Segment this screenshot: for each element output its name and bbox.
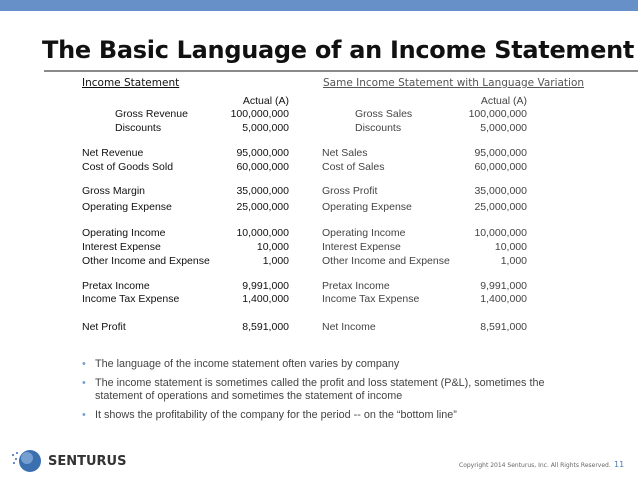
page-number: 11 (614, 460, 625, 469)
row-value-right: 9,991,000 (480, 280, 527, 292)
row-label-left: Net Revenue (82, 147, 144, 159)
senturus-logo (10, 448, 126, 474)
row-label-right: Cost of Sales (322, 161, 385, 173)
bullet-item (82, 377, 562, 403)
bullet-text: The language of the income statement often varies by company (95, 358, 400, 370)
row-value-left: 95,000,000 (236, 147, 289, 159)
row-label-right: Net Sales (322, 147, 368, 159)
row-label-left: Pretax Income (82, 280, 150, 292)
row-label-left: Income Tax Expense (82, 293, 180, 305)
row-label-left: Gross Margin (82, 185, 146, 197)
left-table-header: Income Statement (82, 77, 180, 89)
right-table-header: Same Income Statement with Language Variation (323, 77, 585, 89)
row-value-left: 10,000,000 (236, 227, 289, 239)
row-label-left: Operating Expense (82, 201, 172, 213)
row-value-right: 25,000,000 (474, 201, 527, 213)
row-label-left: Gross Revenue (115, 108, 188, 120)
row-label-left: Discounts (115, 122, 162, 134)
row-label-right: Operating Income (322, 227, 406, 239)
bullet-text: The income statement is sometimes called the profit and loss statement (P&L), sometimes the statement of operations and sometimes the statement of income (95, 377, 545, 402)
row-value-left: 9,991,000 (242, 280, 289, 292)
row-value-right: 60,000,000 (474, 161, 527, 173)
row-value-right: 5,000,000 (480, 122, 527, 134)
row-value-left: 1,400,000 (242, 293, 289, 305)
slide-title: The Basic Language of an Income Statement (42, 36, 635, 64)
row-value-right: 8,591,000 (480, 321, 527, 333)
row-label-left: Other Income and Expense (82, 255, 210, 267)
row-value-left: 35,000,000 (236, 185, 289, 197)
row-label-right: Income Tax Expense (322, 293, 420, 305)
row-value-left: 5,000,000 (242, 122, 289, 134)
row-label-left: Interest Expense (82, 241, 161, 253)
row-label-left: Operating Income (82, 227, 166, 239)
copyright: Copyright 2014 Senturus, Inc. All Rights Reserved. (459, 462, 611, 469)
bullet-icon: • (82, 409, 86, 421)
row-value-right: Actual (A) (480, 95, 527, 107)
row-value-left: 25,000,000 (236, 201, 289, 213)
bullet-item (82, 358, 562, 371)
row-label-right: Pretax Income (322, 280, 390, 292)
row-label-right: Discounts (355, 122, 402, 134)
row-value-left: 1,000 (262, 255, 289, 267)
row-value-right: 1,400,000 (480, 293, 527, 305)
bullet-icon: • (82, 358, 86, 370)
row-value-left: 8,591,000 (242, 321, 289, 333)
row-label-left: Cost of Goods Sold (82, 161, 174, 173)
row-value-right: 10,000,000 (474, 227, 527, 239)
row-label-right: Net Income (322, 321, 376, 333)
row-value-right: 100,000,000 (468, 108, 527, 120)
row-value-right: 95,000,000 (474, 147, 527, 159)
bullet-text: It shows the profitability of the company for the period -- on the “bottom line” (95, 409, 457, 421)
globe-icon (10, 448, 44, 474)
row-value-left: 10,000 (256, 241, 289, 253)
row-value-right: 10,000 (494, 241, 527, 253)
row-label-left: Net Profit (82, 321, 126, 333)
row-value-right: 1,000 (500, 255, 527, 267)
row-value-left: 60,000,000 (236, 161, 289, 173)
row-label-right: Gross Profit (322, 185, 378, 197)
row-value-right: 35,000,000 (474, 185, 527, 197)
row-value-left: 100,000,000 (230, 108, 289, 120)
row-label-right: Interest Expense (322, 241, 401, 253)
bullet-item (82, 409, 562, 422)
logo-text: SENTURUS (48, 453, 127, 469)
bullet-list (82, 358, 562, 428)
title-divider (44, 70, 638, 72)
bullet-icon: • (82, 377, 86, 389)
top-accent-bar (0, 0, 638, 11)
row-label-right: Other Income and Expense (322, 255, 450, 267)
row-label-right: Gross Sales (355, 108, 413, 120)
row-value-left: Actual (A) (242, 95, 289, 107)
row-label-right: Operating Expense (322, 201, 412, 213)
